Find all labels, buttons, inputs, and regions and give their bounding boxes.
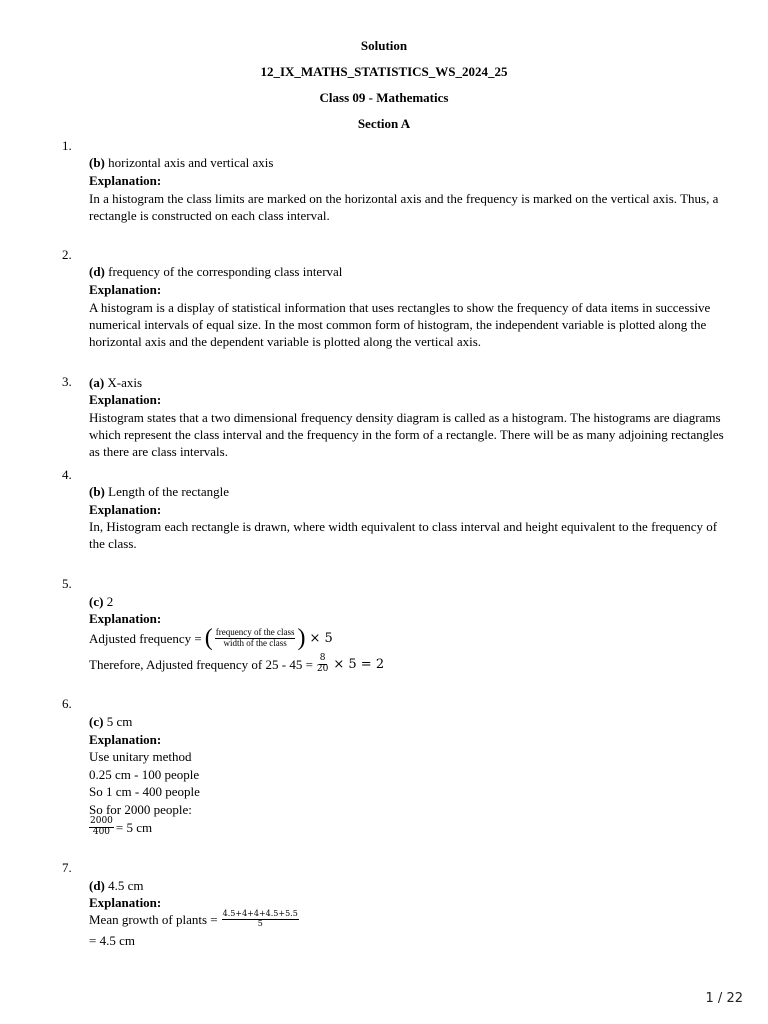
answer-option: (b) (89, 155, 105, 170)
fraction (317, 654, 328, 675)
fraction-denominator: 5 (257, 918, 263, 928)
answer-option: (d) (89, 878, 105, 893)
fraction-numerator: 8 (319, 653, 326, 663)
explanation-label: Explanation: (89, 895, 162, 910)
answer-text: 4.5 cm (108, 878, 144, 893)
explanation-line: 0.25 cm - 100 people (89, 767, 200, 782)
answer-line (89, 483, 229, 500)
answer-text: horizontal axis and vertical axis (108, 155, 274, 170)
answer-line (89, 154, 273, 171)
explanation-text: A histogram is a display of statistical information that uses rectangles to show the frequency of data items in successive numerical intervals of equal size. In the most common form of histogram, the independent variable is plotted along the horizontal axis and the dependent variable is plotted along the vertical axis. (89, 300, 711, 349)
fraction-denominator: 400 (92, 826, 111, 837)
question-number: 3. (62, 374, 72, 389)
formula-label: Mean growth of plants = (89, 911, 218, 927)
unitary-result (89, 817, 152, 838)
answer-line (89, 877, 144, 894)
fraction-denominator: width of the class (223, 637, 287, 648)
question-number: 6. (62, 696, 72, 711)
question-number: 1. (62, 138, 72, 153)
answer-line (89, 593, 113, 610)
answer-text: frequency of the corresponding class interval (108, 264, 343, 279)
answer-option: (c) (89, 714, 104, 729)
fraction-numerator: 4.5+4+4+4.5+5.5 (222, 909, 298, 918)
question-number: 5. (62, 576, 72, 591)
page-number: 1 / 22 (705, 991, 743, 1006)
answer-option: (c) (89, 594, 104, 609)
explanation-text: In a histogram the class limits are marked on the horizontal axis and the frequency is marked on the vertical axis. Thus, a rectangle is constructed on each class interval. (89, 191, 719, 223)
result-label: Therefore, Adjusted frequency of 25 - 45 = (89, 656, 313, 672)
explanation-label: Explanation: (89, 282, 162, 297)
question-number: 7. (62, 860, 72, 875)
mean-formula (89, 910, 301, 929)
fraction (215, 628, 296, 649)
explanation-text: In, Histogram each rectangle is drawn, where width equivalent to class interval and height equivalent to the frequency of the class. (89, 519, 718, 551)
answer-option: (a) (89, 375, 105, 390)
fraction-numerator: 2000 (90, 816, 113, 826)
answer-option: (d) (89, 264, 105, 279)
explanation-label: Explanation: (89, 173, 162, 188)
fraction (89, 817, 114, 838)
answer-option: (b) (89, 484, 105, 499)
answer-text: Length of the rectangle (108, 484, 230, 499)
explanation-line: So 1 cm - 400 people (89, 784, 200, 799)
fraction (222, 910, 299, 929)
answer-text: X-axis (107, 375, 143, 390)
explanation-line: Use unitary method (89, 749, 192, 764)
answer-line (89, 374, 142, 391)
fraction-denominator: 20 (316, 663, 329, 674)
adjusted-frequency-formula: Adjusted frequency = ( $\frac{\text{frequency of the class}}{\text{width of the class}}$ ) × 5 (89, 625, 333, 651)
mean-result: = 4.5 cm (89, 933, 135, 948)
answer-text: 5 cm (106, 714, 133, 729)
class-title: Class 09 - Mathematics (319, 90, 449, 105)
worksheet-code: 12_IX_MATHS_STATISTICS_WS_2024_25 (260, 64, 508, 79)
explanation-label: Explanation: (89, 502, 162, 517)
explanation-label: Explanation: (89, 611, 162, 626)
answer-text: 2 (106, 594, 114, 609)
formula-multiplier: × 5 (309, 630, 333, 646)
explanation-text: Histogram states that a two dimensional frequency density diagram is called as a histogram. The histograms are diagrams which represent the class interval and the frequency in the form of a rectangle. There will be as many adjoining rectangles as there are class intervals. (89, 410, 724, 459)
solution-heading: Solution (360, 38, 408, 53)
section-title: Section A (357, 116, 411, 131)
adjusted-frequency-result (89, 654, 384, 675)
explanation-line: So for 2000 people: (89, 802, 192, 817)
answer-line (89, 713, 132, 730)
fraction-numerator: frequency of the class (215, 626, 295, 637)
question-number: 4. (62, 467, 72, 482)
result-value: = 5 cm (115, 819, 153, 835)
result-value: × 5 = 2 (333, 656, 385, 672)
question-number: 2. (62, 247, 72, 262)
explanation-label: Explanation: (89, 732, 162, 747)
formula-label: Adjusted frequency = (89, 630, 202, 646)
answer-line (89, 263, 342, 280)
explanation-label: Explanation: (89, 392, 162, 407)
